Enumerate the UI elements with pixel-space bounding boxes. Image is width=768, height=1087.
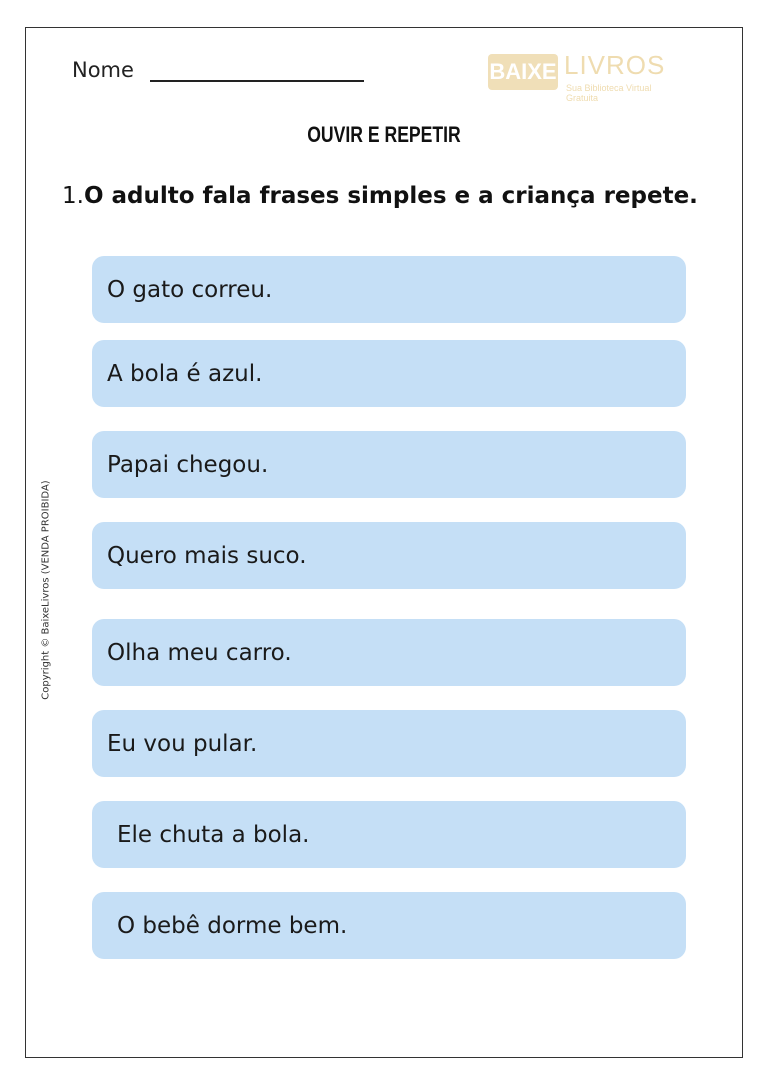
logo-box: BAIXE <box>488 54 558 90</box>
instruction-text: O adulto fala frases simples e a criança repete. <box>83 183 698 209</box>
sentence-box <box>92 892 686 959</box>
instruction <box>62 183 698 209</box>
sentence-box <box>92 431 686 498</box>
sentence-text: Eu vou pular. <box>107 730 258 757</box>
copyright: Copyright © BaixeLivros (VENDA PROIBIDA) <box>40 480 52 700</box>
sentence-box <box>92 522 686 589</box>
name-label: Nome <box>72 58 134 82</box>
page-title: OUVIR E REPETIR <box>307 122 461 147</box>
logo-word: LIVROS <box>564 50 666 80</box>
sentence-text: Papai chegou. <box>107 451 269 478</box>
sentence-text: O bebê dorme bem. <box>117 912 348 939</box>
logo-tagline: Sua Biblioteca Virtual Gratuita <box>566 83 652 103</box>
sentence-text: Ele chuta a bola. <box>117 821 310 848</box>
sentence-text: Olha meu carro. <box>107 639 292 666</box>
name-line <box>150 80 364 82</box>
instruction-number: 1. <box>62 183 84 209</box>
sentence-text: O gato correu. <box>107 276 273 303</box>
logo <box>488 44 668 103</box>
sentence-box <box>92 340 686 407</box>
sentence-box <box>92 801 686 868</box>
sentence-box <box>92 619 686 686</box>
sentence-text: A bola é azul. <box>107 360 263 387</box>
sentence-text: Quero mais suco. <box>107 542 307 569</box>
sentence-box <box>92 710 686 777</box>
sentence-box <box>92 256 686 323</box>
